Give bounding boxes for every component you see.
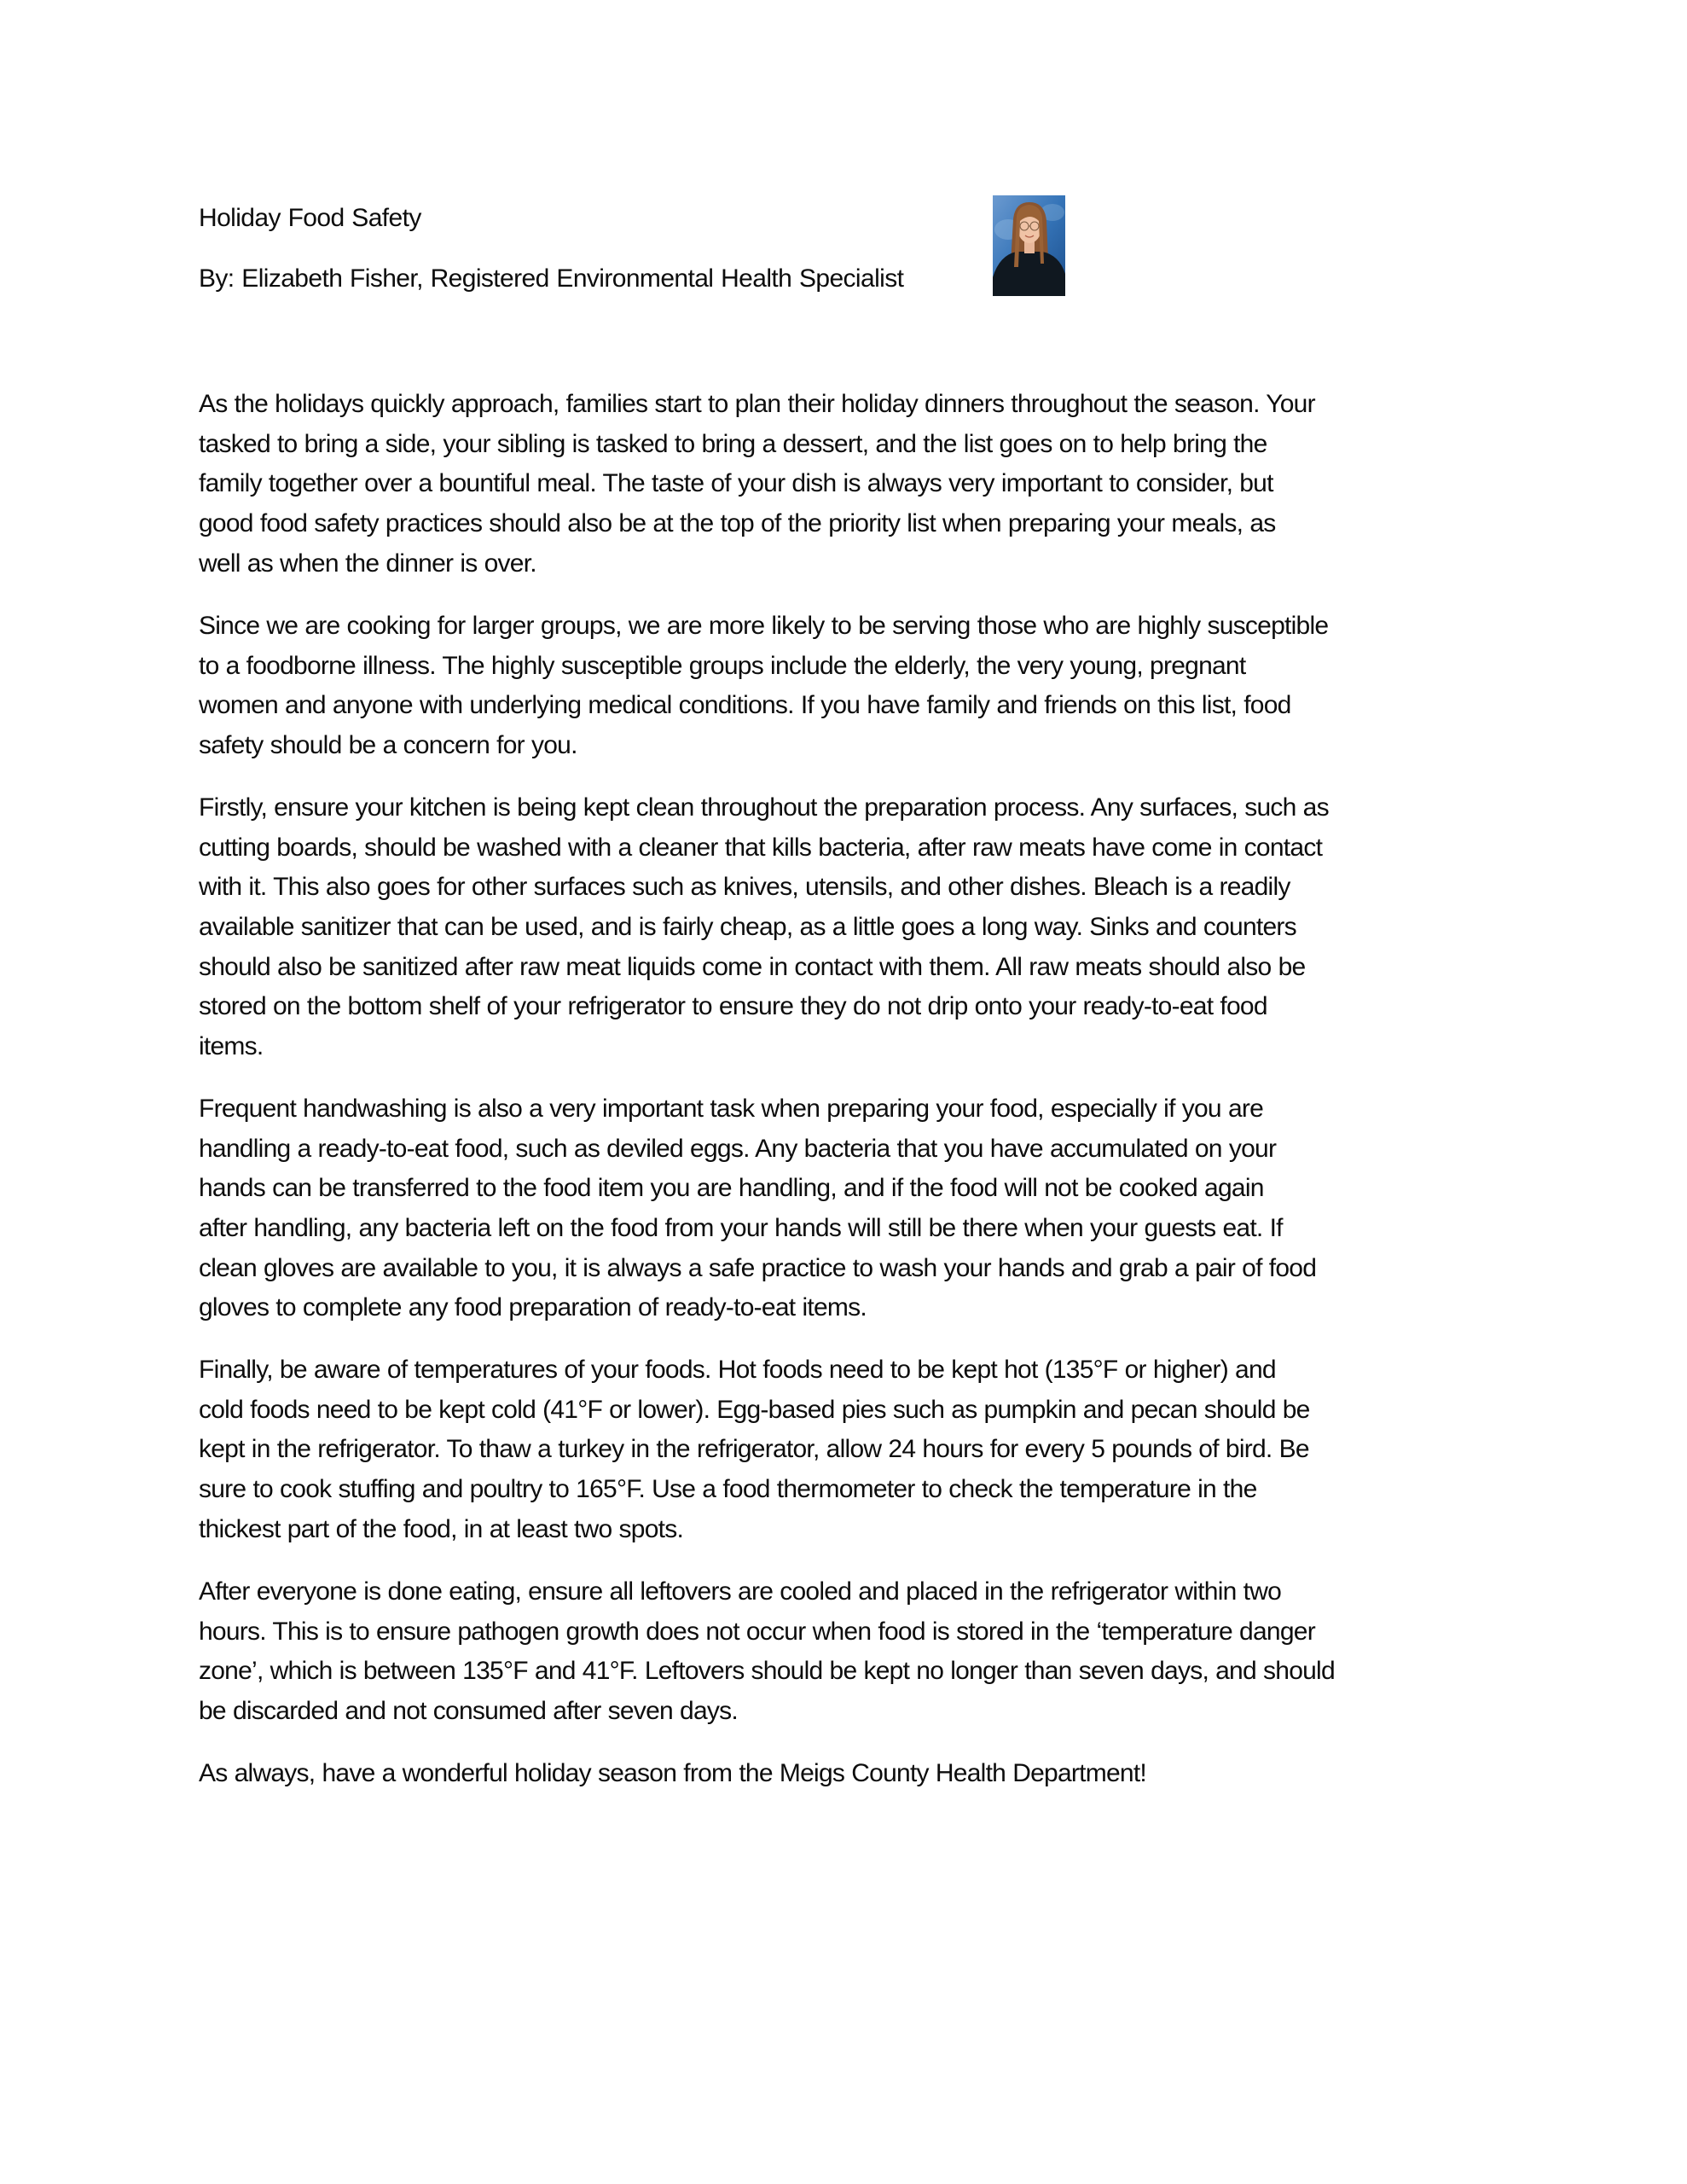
text-line: Since we are cooking for larger groups, we are more likely to be serving those who are highly susceptible xyxy=(199,612,1329,640)
text-line: handling a ready-to-eat food, such as deviled eggs. Any bacteria that you have accumulated on your xyxy=(199,1134,1277,1163)
author-byline: By: Elizabeth Fisher, Registered Environmental Health Specialist xyxy=(199,264,904,293)
paragraph-closing xyxy=(199,1754,1146,1794)
text-line: good food safety practices should also be at the top of the priority list when preparing your meals, as xyxy=(199,509,1276,538)
text-line: should also be sanitized after raw meat liquids come in contact with them. All raw meats should also be xyxy=(199,952,1306,981)
text-line: Frequent handwashing is also a very important task when preparing your food, especially if you are xyxy=(199,1095,1264,1123)
text-line: to a foodborne illness. The highly susceptible groups include the elderly, the very young, pregnant xyxy=(199,651,1246,680)
text-line: women and anyone with underlying medical conditions. If you have family and friends on this list, food xyxy=(199,691,1291,720)
text-line: zone’, which is between 135°F and 41°F. Leftovers should be kept no longer than seven days, and should xyxy=(199,1657,1335,1686)
text-line: cutting boards, should be washed with a cleaner that kills bacteria, after raw meats have come in contact xyxy=(199,833,1323,862)
text-line: cold foods need to be kept cold (41°F or lower). Egg-based pies such as pumpkin and pecan should be xyxy=(199,1395,1310,1424)
text-line: hours. This is to ensure pathogen growth does not occur when food is stored in the ‘temperature danger xyxy=(199,1617,1315,1646)
text-line: gloves to complete any food preparation of ready-to-eat items. xyxy=(199,1293,867,1322)
text-line: Finally, be aware of temperatures of your foods. Hot foods need to be kept hot (135°F or higher) and xyxy=(199,1356,1276,1384)
author-photo xyxy=(993,195,1065,296)
paragraph-leftovers xyxy=(199,1572,1335,1732)
text-line: sure to cook stuffing and poultry to 165°F. Use a food thermometer to check the temperature in the xyxy=(199,1475,1257,1504)
paragraph-kitchen-cleaning xyxy=(199,788,1329,1067)
text-line: clean gloves are available to you, it is always a safe practice to wash your hands and grab a pair of food xyxy=(199,1253,1317,1282)
text-line: be discarded and not consumed after seven days. xyxy=(199,1697,738,1726)
text-line: family together over a bountiful meal. The taste of your dish is always very important to consider, but xyxy=(199,469,1273,498)
text-line: thickest part of the food, in at least two spots. xyxy=(199,1514,684,1543)
text-line: As always, have a wonderful holiday season from the Meigs County Health Department! xyxy=(199,1759,1147,1787)
text-line: available sanitizer that can be used, and is fairly cheap, as a little goes a long way. Sinks and counters xyxy=(199,913,1296,942)
text-line: kept in the refrigerator. To thaw a turkey in the refrigerator, allow 24 hours for every 5 pounds of bird. Be xyxy=(199,1435,1309,1464)
text-line: As the holidays quickly approach, families start to plan their holiday dinners throughout the season. Your xyxy=(199,390,1315,418)
text-line: After everyone is done eating, ensure all leftovers are cooled and placed in the refrigerator within two xyxy=(199,1577,1282,1606)
text-line: items. xyxy=(199,1032,264,1061)
text-line: well as when the dinner is over. xyxy=(199,549,536,578)
text-line: safety should be a concern for you. xyxy=(199,731,577,760)
portrait-image-icon xyxy=(993,195,1065,296)
document-title: Holiday Food Safety xyxy=(199,204,421,232)
text-line: with it. This also goes for other surfaces such as knives, utensils, and other dishes. Bleach is a readily xyxy=(199,873,1290,902)
text-line: after handling, any bacteria left on the food from your hands will still be there when your guests eat. If xyxy=(199,1214,1283,1243)
paragraph-handwashing xyxy=(199,1089,1316,1328)
paragraph-susceptible-groups xyxy=(199,607,1328,766)
text-line: Firstly, ensure your kitchen is being kept clean throughout the preparation process. Any surfaces, such as xyxy=(199,793,1329,822)
text-line: tasked to bring a side, your sibling is tasked to bring a dessert, and the list goes on to help bring the xyxy=(199,429,1267,458)
paragraph-temperatures xyxy=(199,1350,1310,1549)
text-line: stored on the bottom shelf of your refrigerator to ensure they do not drip onto your ready-to-eat food xyxy=(199,992,1267,1021)
paragraph-intro xyxy=(199,385,1315,584)
text-line: hands can be transferred to the food item you are handling, and if the food will not be cooked again xyxy=(199,1174,1264,1203)
